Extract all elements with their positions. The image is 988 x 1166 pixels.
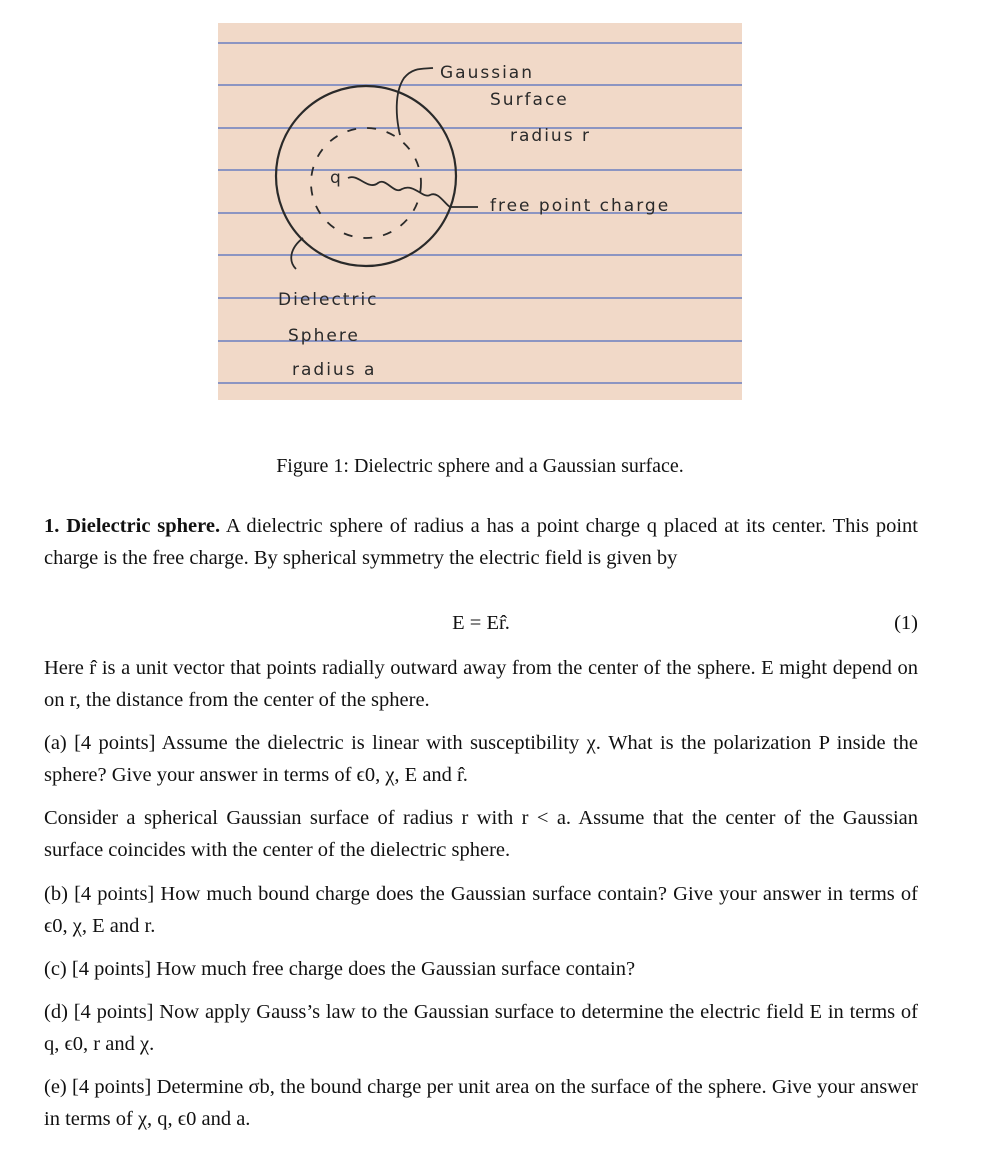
- gaussian-label-line1: Gaussian: [440, 63, 534, 83]
- part-e: (e) [4 points] Determine σb, the bound charge per unit area on the surface of the sphere. Give your answer in terms of χ, q, ϵ0 and a.: [44, 1076, 918, 1130]
- equation-row: [44, 607, 918, 639]
- part-b: (b) [4 points] How much bound charge does the Gaussian surface contain? Give your answer in terms of ϵ0, χ, E and r.: [44, 883, 918, 937]
- intro-text: A dielectric sphere of radius a has a point charge q placed at its center. This point charge is the free charge. By spherical symmetry the electric field is given by: [44, 515, 918, 569]
- figure-photo: [218, 23, 742, 400]
- sketch-drawing: [218, 23, 742, 400]
- equation-number: (1): [894, 612, 918, 634]
- problem-heading: 1. Dielectric sphere.: [44, 515, 221, 537]
- dielectric-label-line3: radius a: [292, 360, 377, 380]
- free-point-charge-label: free point charge: [490, 196, 671, 216]
- gaussian-label-line2: Surface: [490, 90, 569, 110]
- consider-paragraph: Consider a spherical Gaussian surface of radius r with r < a. Assume that the center of the Gaussian surface coincides with the center of the dielectric sphere.: [44, 807, 918, 861]
- part-c: (c) [4 points] How much free charge does the Gaussian surface contain?: [44, 958, 636, 980]
- gaussian-label-line3: radius r: [510, 126, 591, 146]
- dielectric-label-line1: Dielectric: [278, 290, 379, 310]
- part-d: (d) [4 points] Now apply Gauss’s law to the Gaussian surface to determine the electric field E in terms of q, ϵ0, r and χ.: [44, 1001, 918, 1055]
- figure-caption: Figure 1: Dielectric sphere and a Gaussian surface.: [276, 455, 684, 477]
- dielectric-label-line2: Sphere: [288, 326, 360, 346]
- equation: E = Er̂.: [452, 612, 510, 634]
- charge-label: q: [330, 168, 343, 188]
- part-a: (a) [4 points] Assume the dielectric is linear with susceptibility χ. What is the polarization P inside the sphere? Give your answer in terms of ϵ0, χ, E and r̂.: [44, 732, 918, 786]
- here-paragraph: Here r̂ is a unit vector that points radially outward away from the center of the sphere. E might depend on on r, the distance from the center of the sphere.: [44, 657, 918, 711]
- problem-intro: [44, 510, 918, 574]
